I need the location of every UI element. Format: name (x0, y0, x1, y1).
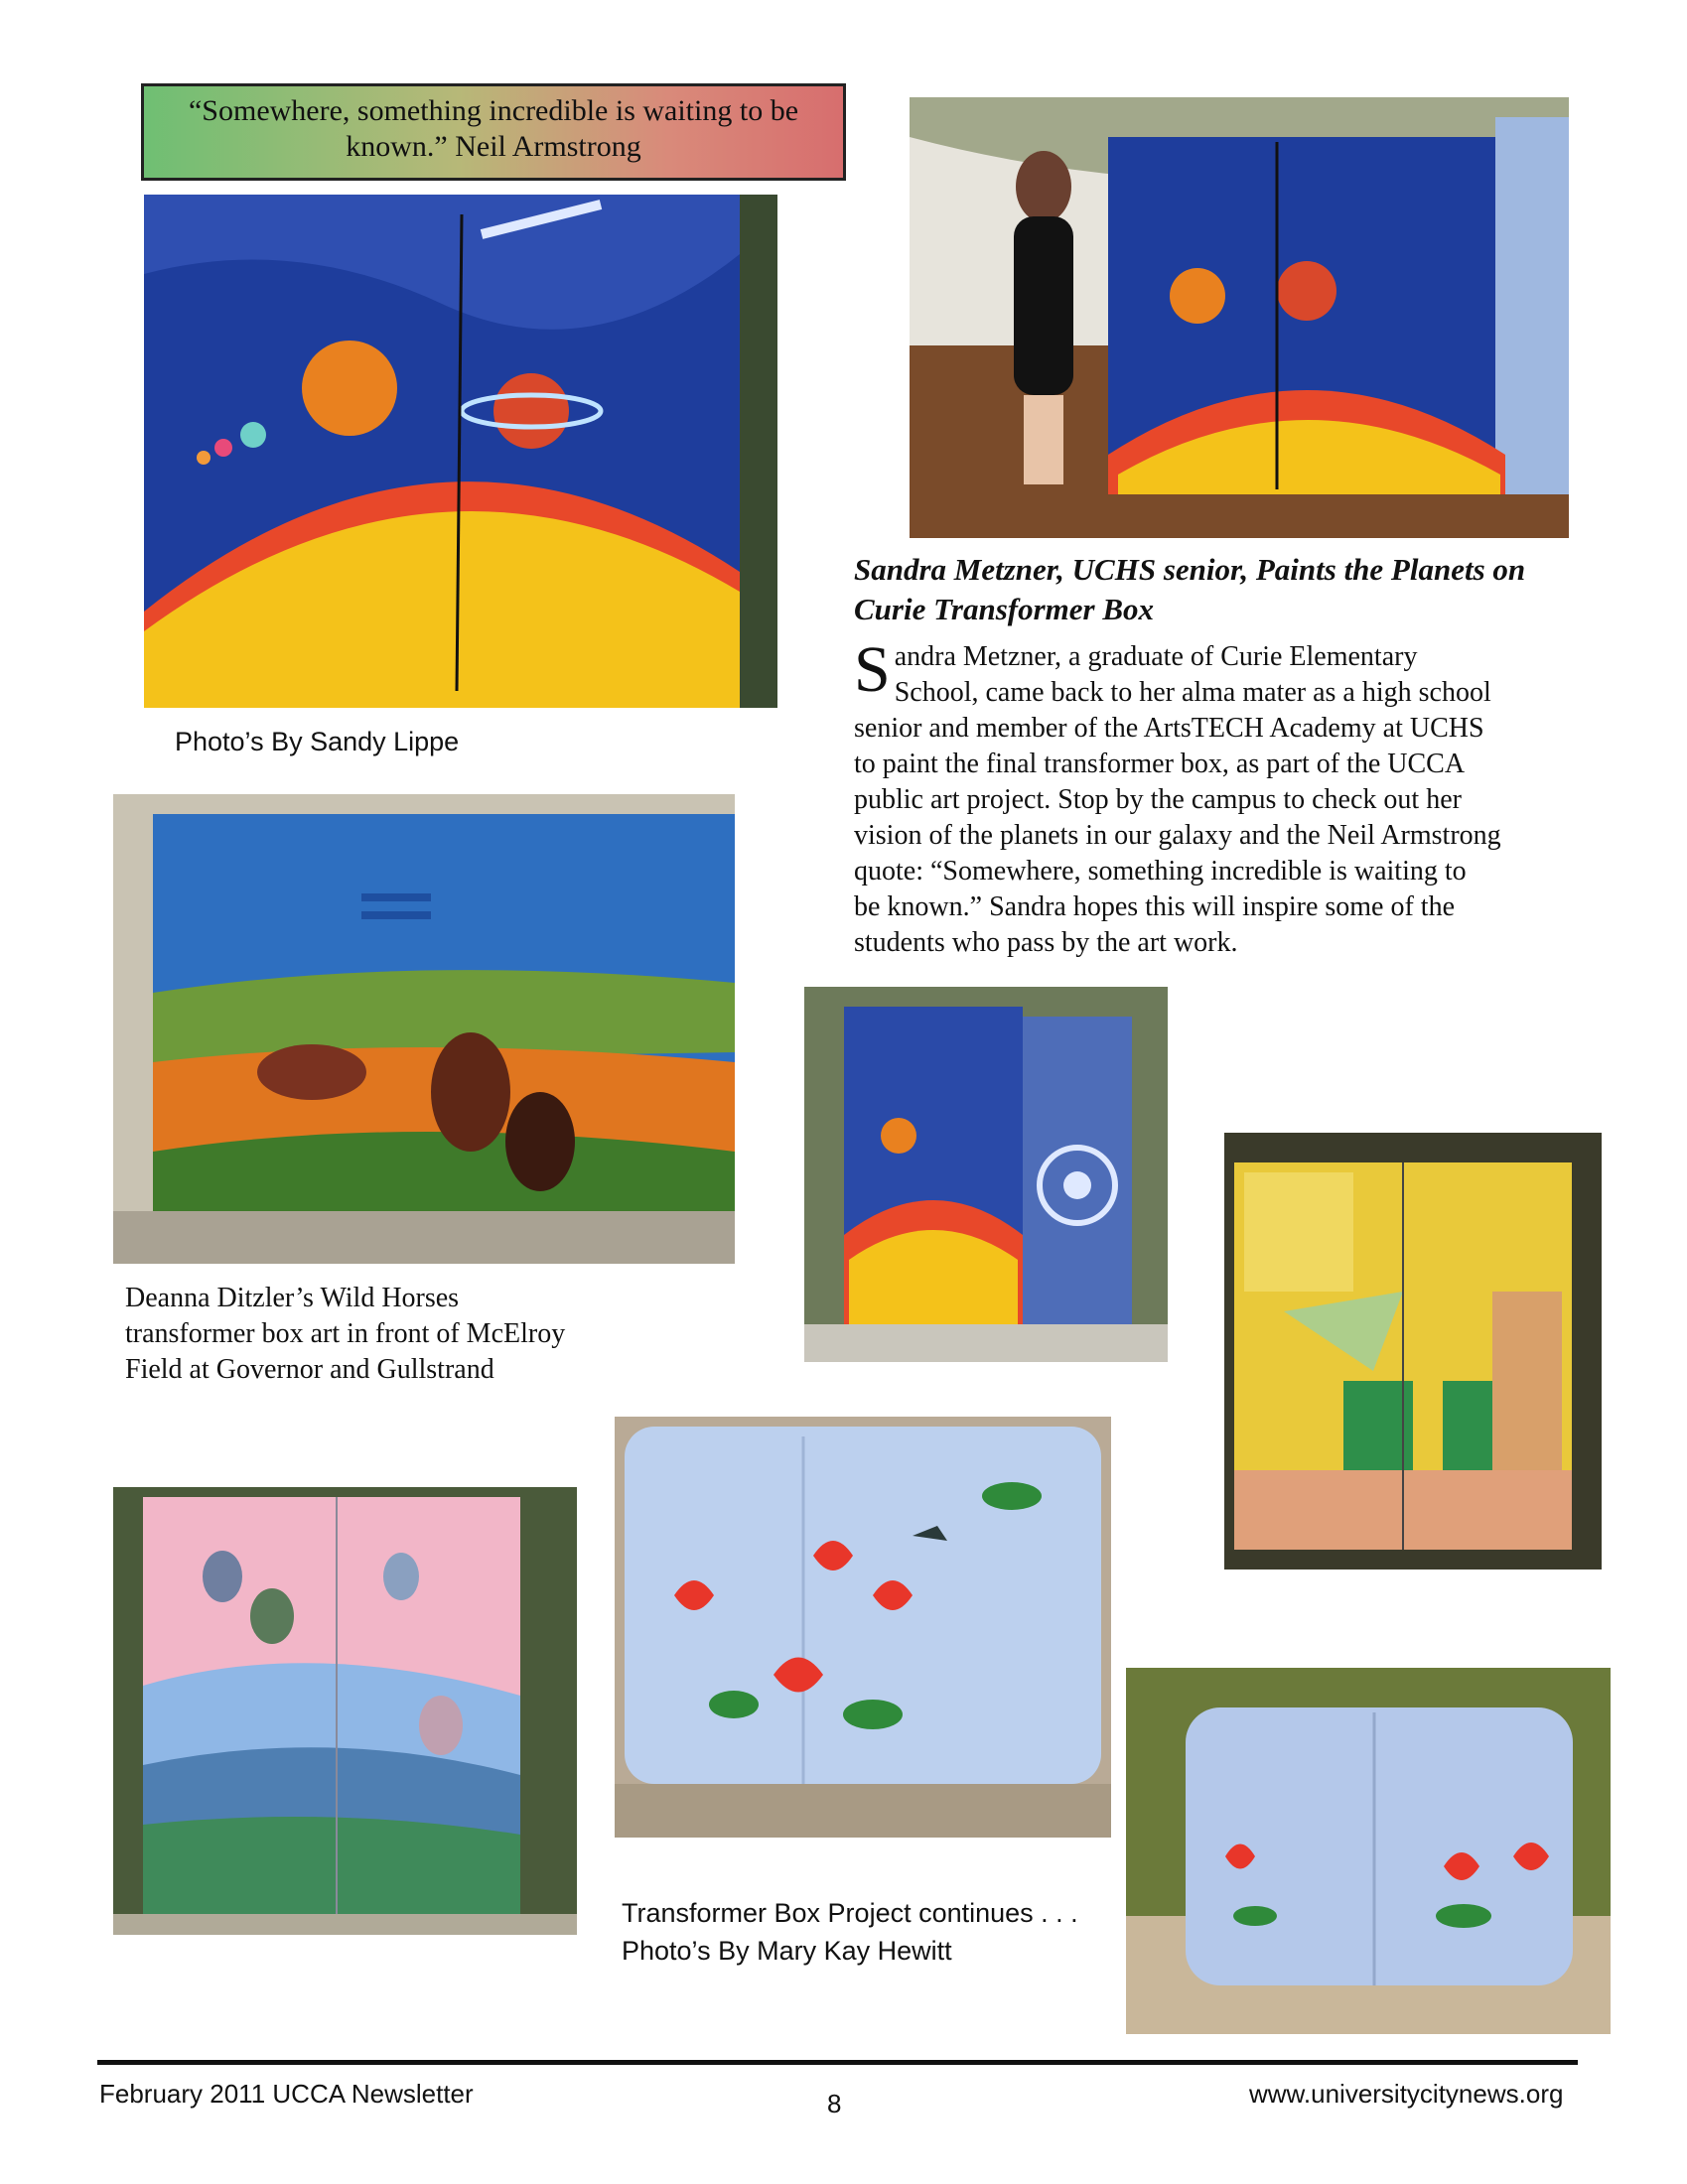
planets-box-side-photo (804, 987, 1168, 1362)
headline-line-1: Sandra Metzner, UCHS senior, Paints the Planets on (854, 552, 1526, 587)
quote-box (141, 83, 846, 181)
project-caption-line: Transformer Box Project continues . . . (622, 1898, 1078, 1928)
horses-caption (125, 1281, 565, 1388)
flowers-box-wide-photo (1126, 1668, 1611, 2034)
footer-left: February 2011 UCCA Newsletter (99, 2079, 474, 2109)
article-line: vision of the planets in our galaxy and the Neil Armstrong (854, 820, 1501, 851)
flowers-box-photo (615, 1417, 1111, 1838)
photo-credit-sandy: Photo’s By Sandy Lippe (175, 727, 460, 756)
article-line: andra Metzner, a graduate of Curie Elementary (894, 641, 1418, 672)
balloons-box-photo (113, 1487, 577, 1935)
article-line: public art project. Stop by the campus to check out her (854, 784, 1462, 815)
horses-caption-line: transformer box art in front of McElroy (125, 1318, 566, 1349)
quote-line-2: known.” Neil Armstrong (346, 130, 641, 163)
page-number: 8 (827, 2089, 842, 2118)
article-line: students who pass by the art work. (854, 927, 1238, 958)
article-headline (854, 550, 1579, 629)
sandra-photo (910, 97, 1569, 538)
article-line: to paint the final transformer box, as part of the UCCA (854, 749, 1466, 779)
footer-right: www.universitycitynews.org (1249, 2079, 1564, 2109)
article-line: senior and member of the ArtsTECH Academy at UCHS (854, 713, 1484, 744)
project-caption (622, 1894, 1078, 1970)
headline-line-2: Curie Transformer Box (854, 592, 1155, 626)
project-caption-line: Photo’s By Mary Kay Hewitt (622, 1936, 952, 1966)
article-line: quote: “Somewhere, something incredible is waiting to (854, 856, 1467, 887)
horses-caption-line: Deanna Ditzler’s Wild Horses (125, 1283, 460, 1313)
article-line: School, came back to her alma mater as a high school (894, 677, 1491, 708)
planets-box-photo (144, 195, 777, 708)
village-box-photo (1224, 1133, 1602, 1570)
horses-box-photo (113, 794, 735, 1264)
quote-line-1: “Somewhere, something incredible is waiting to be (188, 94, 799, 127)
article-line: be known.” Sandra hopes this will inspire some of the (854, 891, 1456, 922)
article-body (854, 633, 1569, 961)
drop-cap: S (854, 633, 891, 706)
horses-caption-line: Field at Governor and Gullstrand (125, 1354, 494, 1385)
footer-rule (97, 2060, 1578, 2065)
